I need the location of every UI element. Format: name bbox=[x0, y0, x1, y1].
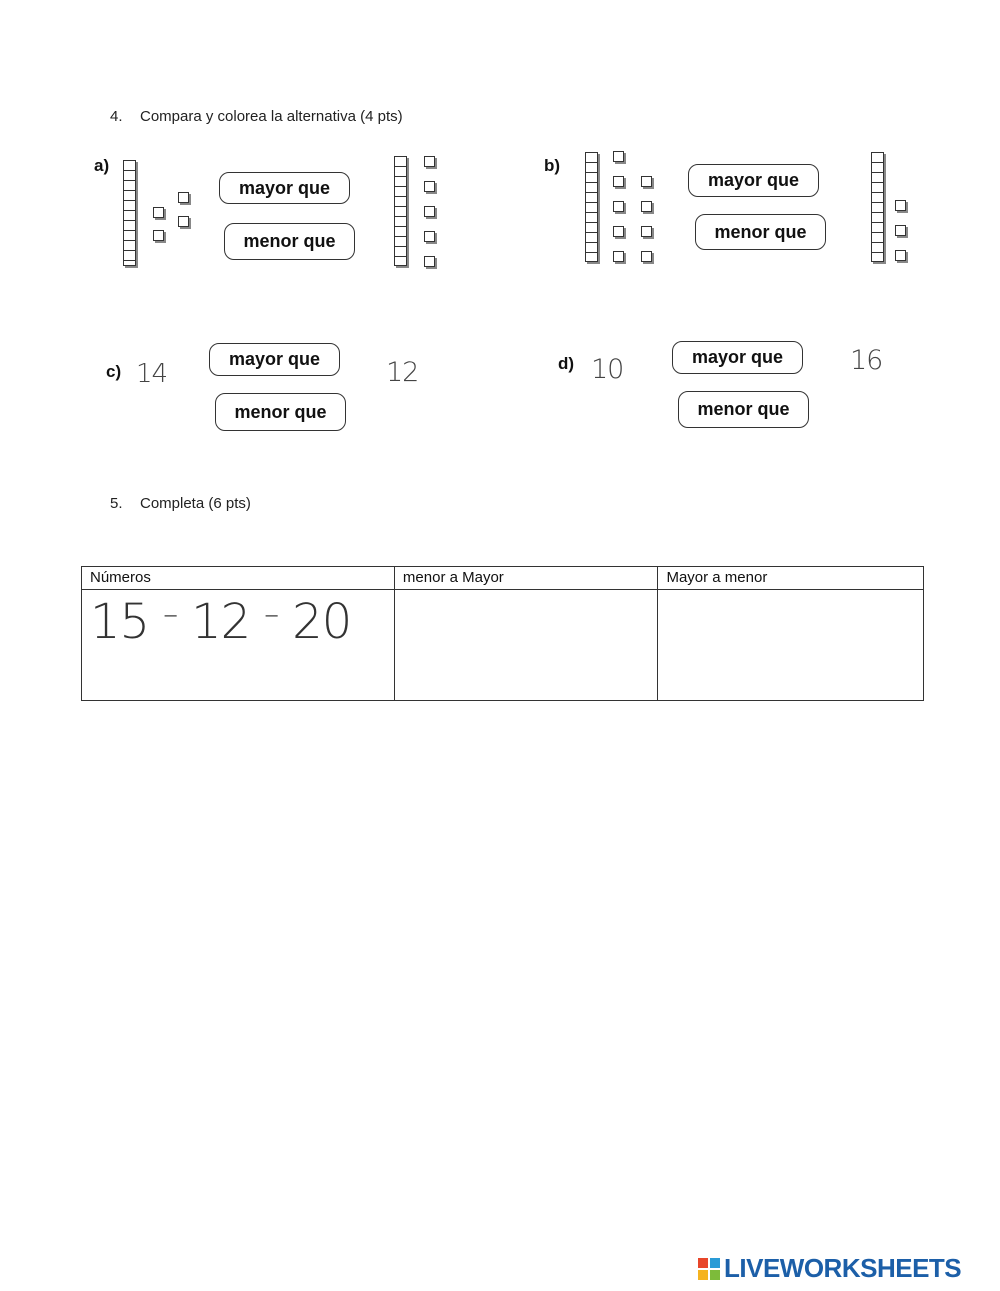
item-d-label: d) bbox=[558, 354, 575, 373]
header-menor-a-mayor: menor a Mayor bbox=[394, 567, 658, 590]
logo-text: LIVEWORKSHEETS bbox=[724, 1253, 962, 1283]
logo-square bbox=[710, 1270, 720, 1280]
question-5-title bbox=[110, 495, 251, 512]
unit-cube bbox=[641, 251, 652, 262]
item-c-left-number: 14 bbox=[136, 359, 168, 389]
item-c-label: c) bbox=[106, 362, 122, 381]
number-2: 12 bbox=[191, 594, 251, 650]
logo-mark-icon bbox=[698, 1258, 720, 1280]
question-text: Completa (6 pts) bbox=[140, 495, 251, 512]
question-text: Compara y colorea la alternativa (4 pts) bbox=[140, 108, 403, 125]
logo-square bbox=[698, 1258, 708, 1268]
header-numeros: Números bbox=[82, 567, 395, 590]
unit-cube bbox=[178, 216, 189, 227]
item-d-right-number: 16 bbox=[850, 345, 883, 376]
unit-cube bbox=[641, 201, 652, 212]
item-c-option-menor[interactable]: menor que bbox=[215, 393, 346, 431]
item-d-option-menor[interactable]: menor que bbox=[678, 391, 809, 428]
item-d-option-mayor[interactable]: mayor que bbox=[672, 341, 803, 374]
logo-square bbox=[698, 1270, 708, 1280]
unit-cube bbox=[613, 151, 624, 162]
item-a-option-mayor[interactable]: mayor que bbox=[219, 172, 350, 204]
item-c-option-mayor[interactable]: mayor que bbox=[209, 343, 340, 376]
unit-cube bbox=[153, 207, 164, 218]
answer-menor-a-mayor-cell[interactable] bbox=[394, 590, 658, 701]
item-b-label: b) bbox=[544, 156, 561, 175]
ten-rod bbox=[871, 152, 884, 262]
question-4-title bbox=[110, 108, 403, 125]
item-b-option-menor[interactable]: menor que bbox=[695, 214, 826, 250]
answer-mayor-a-menor-cell[interactable] bbox=[658, 590, 924, 701]
number-sequence bbox=[90, 594, 386, 650]
separator: – bbox=[264, 597, 279, 632]
item-a-option-menor[interactable]: menor que bbox=[224, 223, 355, 260]
number-3: 20 bbox=[292, 594, 352, 650]
item-c-right-number: 12 bbox=[386, 357, 419, 388]
table-header-row bbox=[82, 567, 924, 590]
liveworksheets-logo bbox=[698, 1253, 961, 1284]
question-number: 5. bbox=[110, 495, 123, 512]
logo-square bbox=[710, 1258, 720, 1268]
unit-cube bbox=[424, 156, 435, 167]
unit-cube bbox=[895, 225, 906, 236]
unit-cube bbox=[153, 230, 164, 241]
unit-cube bbox=[641, 176, 652, 187]
unit-cube bbox=[424, 231, 435, 242]
ten-rod bbox=[394, 156, 407, 266]
unit-cube bbox=[613, 201, 624, 212]
unit-cube bbox=[424, 256, 435, 267]
item-a-label: a) bbox=[94, 156, 110, 175]
unit-cube bbox=[613, 251, 624, 262]
question-number: 4. bbox=[110, 108, 123, 125]
unit-cube bbox=[641, 226, 652, 237]
unit-cube bbox=[178, 192, 189, 203]
item-b-option-mayor[interactable]: mayor que bbox=[688, 164, 819, 197]
table-row bbox=[82, 590, 924, 701]
header-mayor-a-menor: Mayor a menor bbox=[658, 567, 924, 590]
ten-rod bbox=[123, 160, 136, 266]
unit-cube bbox=[895, 250, 906, 261]
separator: – bbox=[163, 597, 178, 632]
unit-cube bbox=[424, 206, 435, 217]
item-d-left-number: 10 bbox=[591, 354, 624, 385]
number-1: 15 bbox=[90, 594, 150, 650]
numbers-cell bbox=[82, 590, 395, 701]
unit-cube bbox=[424, 181, 435, 192]
ten-rod bbox=[585, 152, 598, 262]
unit-cube bbox=[895, 200, 906, 211]
unit-cube bbox=[613, 226, 624, 237]
completion-table bbox=[81, 566, 924, 701]
unit-cube bbox=[613, 176, 624, 187]
